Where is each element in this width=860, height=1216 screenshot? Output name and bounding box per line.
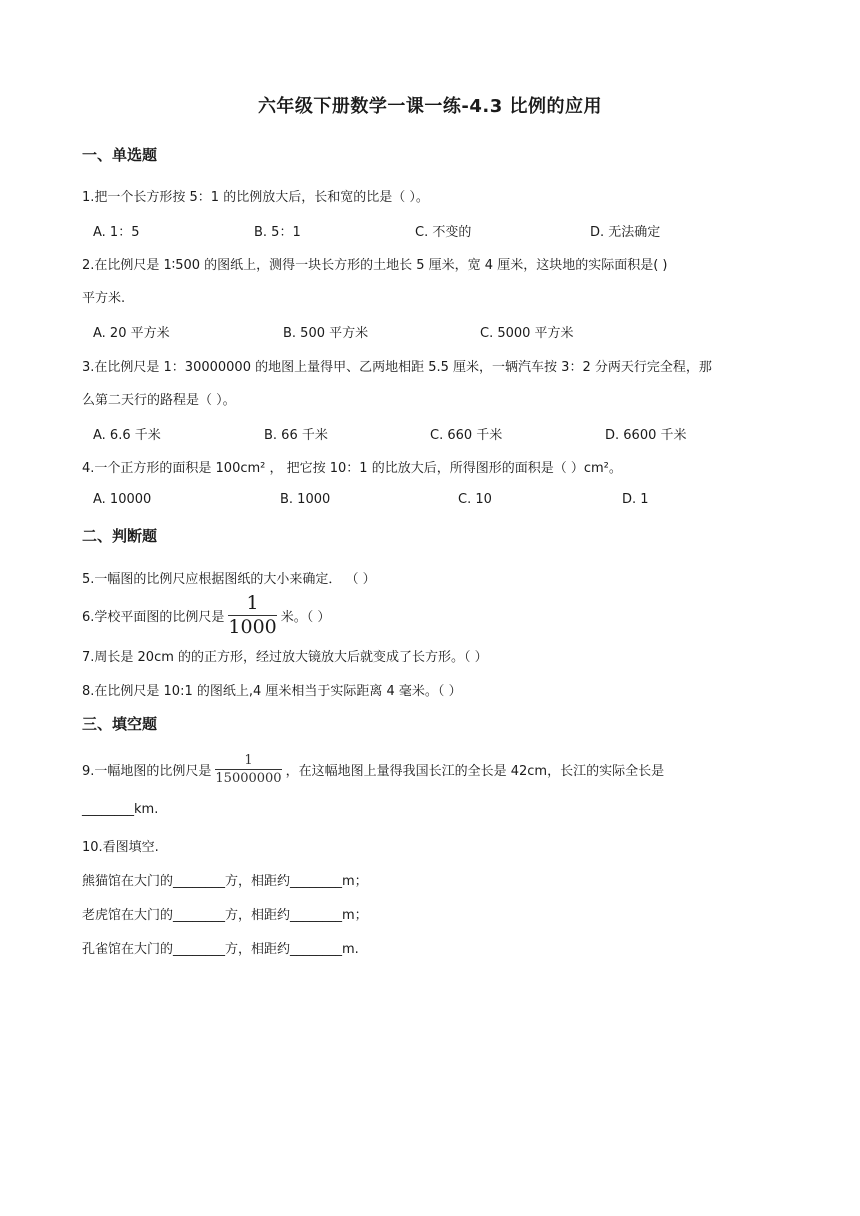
question-4-option-c: C. 10	[458, 492, 492, 507]
question-3-text-line1: 3.在比例尺是 1：30000000 的地图上量得甲、乙两地相距 5.5 厘米，一辆汽车按 3：2 分两天行完全程，那	[82, 360, 712, 375]
question-3-option-d: D. 6600 千米	[605, 428, 687, 443]
section-heading-true-false: 二、判断题	[82, 527, 158, 545]
question-1-option-b: B. 5：1	[254, 225, 301, 240]
question-4-option-d: D. 1	[622, 492, 649, 507]
question-4-text: 4.一个正方形的面积是 100cm² ， 把它按 10：1 的比放大后，所得图形的面积是（ ）cm²。	[82, 461, 622, 476]
question-2-option-b: B. 500 平方米	[283, 326, 369, 341]
map-scale-fraction	[215, 754, 281, 785]
question-2-option-a: A. 20 平方米	[93, 326, 170, 341]
question-9-line1	[82, 748, 664, 790]
question-2-option-c: C. 5000 平方米	[480, 326, 574, 341]
fraction-numerator: 1	[246, 591, 259, 614]
question-6-line	[82, 591, 331, 638]
scale-fraction	[228, 591, 277, 638]
question-8-text: 8.在比例尺是 10:1 的图纸上,4 厘米相当于实际距离 4 毫米。（ ）	[82, 684, 462, 699]
question-6-suffix: 米。（ ）	[280, 609, 331, 625]
question-10-line-tiger: 老虎馆在大门的________方，相距约________m；	[82, 908, 368, 923]
question-10-text: 10.看图填空.	[82, 840, 159, 855]
page-title: 六年级下册数学一课一练-4.3 比例的应用	[257, 96, 603, 117]
section-heading-single-choice: 一、单选题	[82, 146, 158, 164]
question-2-text-line2: 平方米.	[82, 291, 126, 306]
question-1-text: 1.把一个长方形按 5：1 的比例放大后，长和宽的比是（ ）。	[82, 190, 429, 205]
question-1-option-d: D. 无法确定	[590, 225, 661, 240]
question-3-text-line2: 么第二天行的路程是（ ）。	[82, 393, 236, 408]
section-heading-fill-blank: 三、填空题	[82, 715, 158, 733]
question-9-line2: ________km.	[82, 802, 159, 817]
question-10-line-panda: 熊猫馆在大门的________方，相距约________m；	[82, 874, 368, 889]
question-7-text: 7.周长是 20cm 的的正方形，经过放大镜放大后就变成了长方形。（ ）	[82, 650, 488, 665]
fraction-denominator: 15000000	[215, 770, 282, 786]
question-9-prefix: 9.一幅地图的比例尺是	[82, 763, 212, 779]
fraction-denominator: 1000	[228, 615, 277, 638]
question-10-line-peacock: 孔雀馆在大门的________方，相距约________m.	[82, 942, 359, 957]
question-3-option-a: A. 6.6 千米	[93, 428, 161, 443]
question-5-text: 5.一幅图的比例尺应根据图纸的大小来确定． （ ）	[82, 572, 376, 587]
fraction-bar	[215, 769, 281, 770]
question-3-option-b: B. 66 千米	[264, 428, 328, 443]
question-6-prefix: 6.学校平面图的比例尺是	[82, 609, 225, 625]
question-3-option-c: C. 660 千米	[430, 428, 503, 443]
question-4-option-b: B. 1000	[280, 492, 331, 507]
question-1-option-c: C. 不变的	[415, 225, 472, 240]
question-1-option-a: A. 1：5	[93, 225, 140, 240]
question-4-option-a: A. 10000	[93, 492, 152, 507]
question-2-text-line1: 2.在比例尺是 1∶500 的图纸上，测得一块长方形的土地长 5 厘米，宽 4 厘米，这块地的实际面积是( )	[82, 258, 668, 273]
fraction-numerator: 1	[244, 752, 253, 768]
question-9-suffix: ，在这幅地图上量得我国长江的全长是 42cm，长江的实际全长是	[285, 763, 665, 779]
